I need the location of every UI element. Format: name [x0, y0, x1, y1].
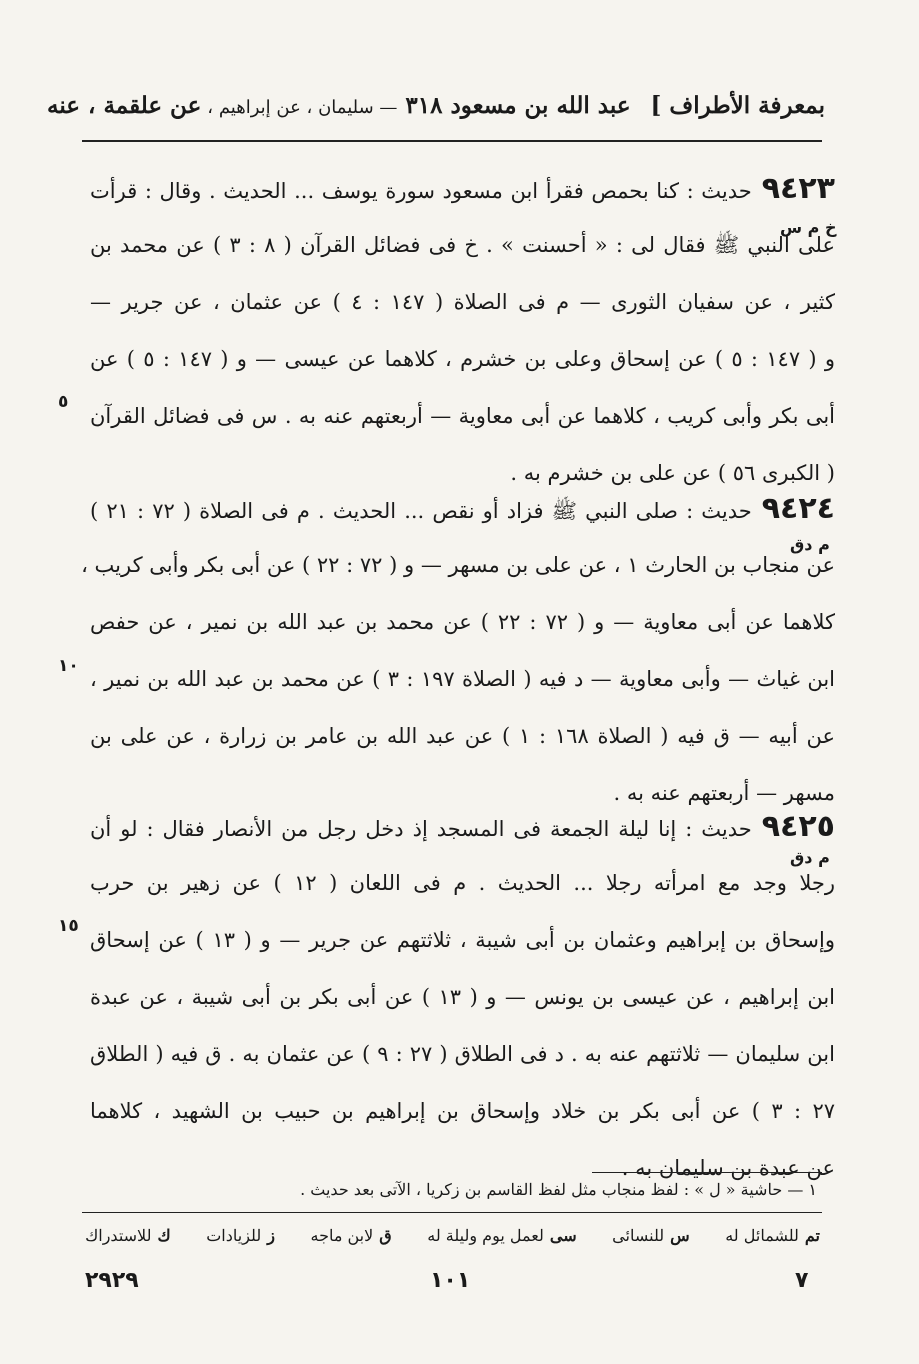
- abbreviation-legend: [85, 1226, 820, 1245]
- entry-line: مسهر — أربعتهم عنه به .: [613, 781, 835, 805]
- sigla-9425: م دق: [790, 848, 830, 867]
- legend-item: سىلعمل يوم وليلة له: [427, 1226, 577, 1245]
- header-companion: عبد الله بن مسعود ٣١٨: [405, 92, 631, 119]
- entry-line: رجلا وجد مع امرأته رجلا ... الحديث . م فى اللعان ( ١٢ ) عن زهير بن حرب: [90, 871, 835, 895]
- entry-line: وإسحاق بن إبراهيم وعثمان بن أبى شيبة ، ثلاثتهم عن جرير — و ( ١٣ ) عن إسحاق: [90, 928, 835, 952]
- entry-line: عن أبيه — ق فيه ( الصلاة ١٦٨ : ١ ) عن عبد الله بن عامر بن زرارة ، عن على بن: [90, 724, 835, 748]
- hadith-number: ٩٤٢٥: [761, 809, 835, 844]
- entry-line: ٢٧ : ٣ ) عن أبى بكر بن خلاد وإسحاق بن إبراهيم بن حبيب بن الشهيد ، كلاهما: [90, 1099, 835, 1123]
- item-count: ٢٩٢٩: [85, 1268, 139, 1293]
- entry-line: على النبي ﷺ فقال لى : « أحسنت » . خ فى فضائل القرآن ( ٨ : ٣ ) عن محمد بن: [90, 233, 835, 257]
- legend-item: كللاستدراك: [85, 1226, 171, 1245]
- legend-item: سللنسائى: [612, 1226, 690, 1245]
- entry-line: ٩٤٢٣حديث : كنا بحمص فقرأ ابن مسعود سورة يوسف ... الحديث . وقال : قرأت: [50, 160, 835, 217]
- hadith-entry-9424: [50, 480, 835, 822]
- legend-item: زللزيادات: [206, 1226, 275, 1245]
- entry-line: عن منجاب بن الحارث ١ ، عن على بن مسهر — و ( ٧٢ : ٢٢ ) عن أبى بكر وأبى كريب ،: [81, 553, 835, 577]
- legend-item: تمللشمائل له: [725, 1226, 820, 1245]
- header-rule: [82, 140, 822, 142]
- hadith-entry-9423: [50, 160, 835, 502]
- entry-line: ابن إبراهيم ، عن عيسى بن يونس — و ( ١٣ ) عن أبى بكر بن أبى شيبة ، عن عبدة: [90, 985, 835, 1009]
- volume-number: ٧: [795, 1268, 809, 1293]
- entry-line: ٩٤٢٥حديث : إنا ليلة الجمعة فى المسجد إذ دخل رجل من الأنصار فقال : لو أن: [50, 798, 835, 855]
- entry-line: أبى بكر وأبى كريب ، كلاهما عن أبى معاوية — أربعتهم عنه به . س فى فضائل القرآن: [90, 404, 835, 428]
- line-number-10: ١٠: [58, 656, 79, 676]
- line-number-5: ٥: [58, 392, 69, 412]
- entry-line: ابن غياث — وأبى معاوية — د فيه ( الصلاة ١٩٧ : ٣ ) عن محمد بن عبد الله بن نمير ،: [90, 667, 836, 691]
- sigla-9423: خ م س: [780, 218, 837, 237]
- entry-line: ابن سليمان — ثلاثتهم عنه به . د فى الطلاق ( ٢٧ : ٩ ) عن عثمان به . ق فيه ( الطلاق: [90, 1042, 835, 1066]
- header-chain-tail: عن علقمة ، عنه: [47, 92, 202, 119]
- header-chain: — سليمان ، عن إبراهيم ،: [207, 97, 398, 118]
- legend-item: قلابن ماجه: [310, 1226, 392, 1245]
- entry-line: ٩٤٢٤حديث : صلى النبي ﷺ فزاد أو نقص ... الحديث . م فى الصلاة ( ٧٢ : ٢١ ): [50, 480, 835, 537]
- page-number: ١٠١: [430, 1268, 471, 1293]
- hadith-number: ٩٤٢٣: [761, 171, 835, 206]
- footnote-rule: [592, 1172, 822, 1173]
- entry-line: و ( ١٤٧ : ٥ ) عن إسحاق وعلى بن خشرم ، كلاهما عن عيسى — و ( ١٤٧ : ٥ ) عن: [90, 347, 835, 371]
- header-section-title: بمعرفة الأطراف ]: [650, 92, 825, 119]
- entry-line: عن عبدة بن سليمان به .: [621, 1156, 835, 1180]
- sigla-9424: م دق: [790, 535, 830, 554]
- entry-line: كثير ، عن سفيان الثورى — م فى الصلاة ( ١٤٧ : ٤ ) عن عثمان ، عن جرير —: [90, 290, 835, 314]
- hadith-entry-9425: [50, 798, 835, 1197]
- hadith-number: ٩٤٢٤: [761, 491, 835, 526]
- entry-line: ( الكبرى ٥٦ ) عن على بن خشرم به .: [510, 461, 835, 485]
- entry-line: كلاهما عن أبى معاوية — و ( ٧٢ : ٢٢ ) عن محمد بن عبد الله بن نمير ، عن حفص: [90, 610, 835, 634]
- running-head: [47, 92, 825, 132]
- footnote: ١ — حاشية « ل » : لفظ منجاب مثل لفظ القاسم بن زكريا ، الآتى بعد حديث .: [300, 1180, 817, 1199]
- line-number-15: ١٥: [58, 916, 79, 936]
- legend-rule: [82, 1212, 822, 1213]
